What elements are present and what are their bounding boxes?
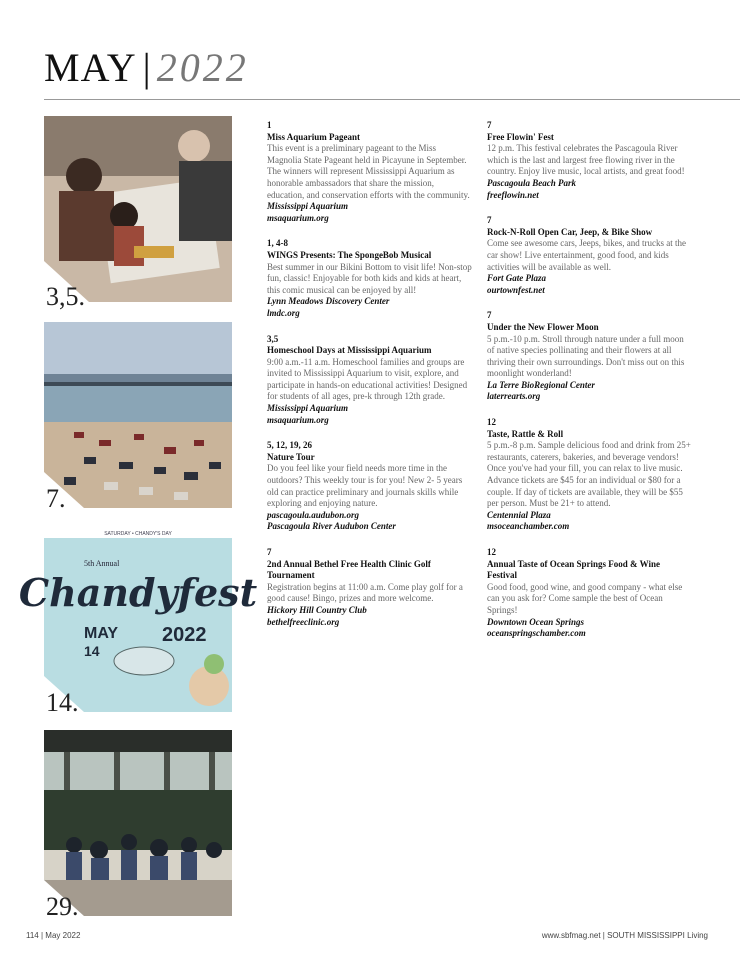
year-title: 2022: [156, 45, 249, 90]
event-title: Homeschool Days at Mississippi Aquarium: [267, 345, 432, 356]
event-title: 2nd Annual Bethel Free Health Clinic Golf Tournament: [267, 558, 431, 581]
event-item: [267, 440, 472, 533]
event-date: 5, 12, 19, 26: [267, 440, 312, 451]
event-location: Mississippi Aquarium: [267, 201, 348, 212]
event-url[interactable]: laterrearts.org: [487, 391, 541, 402]
event-location: Pascagoula Beach Park: [487, 177, 576, 188]
event-url[interactable]: msoceanchamber.com: [487, 521, 570, 532]
photo-car-show-beach: [44, 322, 232, 508]
event-date: 1, 4-8: [267, 238, 288, 249]
event-location: Fort Gate Plaza: [487, 273, 547, 284]
event-title: Annual Taste of Ocean Springs Food & Wine Festival: [487, 558, 660, 581]
event-item: [267, 120, 472, 224]
event-location: Hickory Hill Country Club: [267, 604, 367, 615]
event-location: La Terre BioRegional Center: [487, 379, 595, 390]
event-description: Best summer in our Bikini Bottom to visit life! Non-stop fun, classic! Enjoyable for both kids and kids at heart, this comic musical can be enjoyed by all!: [267, 261, 472, 295]
photo-outdoor-venue: [44, 730, 232, 916]
header-rule: [44, 99, 740, 100]
footer-publication: www.sbfmag.net | SOUTH MISSISSIPPI Living: [541, 931, 708, 940]
month-title: MAY: [44, 45, 137, 90]
event-url[interactable]: msaquarium.org: [267, 212, 329, 223]
event-url[interactable]: pascagoula.audubon.org: [267, 509, 360, 520]
poster-day: 14: [84, 643, 100, 659]
event-description: Good food, good wine, and good company - what else can you ask for? Come sample the best of Ocean Springs!: [487, 581, 683, 615]
event-item: [487, 547, 692, 640]
event-description: Registration begins at 11:00 a.m. Come play golf for a good cause! Bingo, prizes and more welcome.: [267, 581, 463, 604]
event-title: Free Flowin' Fest: [487, 131, 554, 142]
photo-chandyfest-poster: [18, 526, 258, 712]
event-location: Centennial Plaza: [487, 509, 551, 520]
poster-small-text: 5th Annual: [84, 559, 120, 568]
photo-label: 7.: [46, 484, 66, 513]
event-item: [267, 547, 472, 628]
photo-label: 29.: [46, 892, 79, 921]
poster-year: 2022: [162, 624, 207, 646]
event-item: [487, 417, 692, 533]
event-description: 9:00 a.m.-11 a.m. Homeschool families and groups are invited to Mississippi Aquarium to visit, explore, and participate in hands-on educational activities! Designed for students of all ages, pre-k through 12th grade.: [267, 356, 468, 402]
footer-page-info: 114 | May 2022: [26, 931, 81, 940]
event-title: Miss Aquarium Pageant: [267, 131, 361, 142]
event-location: Lynn Meadows Discovery Center: [267, 296, 390, 307]
event-description: Do you feel like your field needs more time in the outdoors? This weekly tour is for you! New 2- 5 years old can practice preliminary and journals skills while exploring and enjoying nature.: [267, 463, 463, 509]
event-title: Rock-N-Roll Open Car, Jeep, & Bike Show: [487, 226, 653, 237]
event-date: 12: [487, 547, 496, 557]
event-title: WINGS Presents: The SpongeBob Musical: [267, 249, 432, 260]
event-date: 7: [487, 215, 492, 226]
photo-aquarium-kids: [44, 116, 232, 302]
event-item: [267, 238, 472, 319]
event-item: [487, 310, 692, 403]
event-location: Downtown Ocean Springs: [487, 616, 585, 627]
event-date: 7: [487, 120, 492, 130]
event-title: Nature Tour: [267, 451, 315, 462]
event-url[interactable]: lmdc.org: [267, 307, 300, 318]
poster-month: MAY: [84, 625, 119, 642]
event-item: [487, 215, 692, 296]
event-description: This event is a preliminary pageant to the Miss Magnolia State Pageant held in Picayune in September. The winners will represent Mississippi Aquarium as honorable ambassadors that share the mission, education, and conservation efforts with the community.: [267, 143, 470, 200]
poster-title: Chandyfest: [18, 570, 258, 615]
events-column-right: [487, 120, 692, 654]
event-url[interactable]: bethelfreeclinic.org: [267, 616, 340, 627]
event-description: Come see awesome cars, Jeeps, bikes, and trucks at the car show! Live entertainment, good food, and kids activities will be available as well.: [487, 238, 686, 272]
poster-top-line: SATURDAY • CHANDY'S DAY: [104, 531, 172, 537]
photo-label: 3,5.: [46, 282, 85, 311]
event-item: [267, 334, 472, 427]
event-date: 7: [267, 547, 272, 557]
event-url[interactable]: oceanspringschamber.com: [487, 628, 586, 639]
event-date: 12: [487, 417, 496, 428]
event-description: 5 p.m.-8 p.m. Sample delicious food and drink from 25+ restaurants, caterers, bakeries, and beverage vendors! Once you've had your fill, you can relax to live music. Advance tickets are $45 for an individual or $80 for a couple. If day of tickets are available, they will be $55 per person. Must be 21+ to attend.: [487, 440, 691, 509]
event-title: Taste, Rattle & Roll: [487, 428, 564, 439]
event-title: Under the New Flower Moon: [487, 321, 599, 332]
event-url[interactable]: ourtownfest.net: [487, 284, 545, 295]
event-url[interactable]: msaquarium.org: [267, 414, 329, 425]
event-description: 5 p.m.-10 p.m. Stroll through nature under a full moon of native species pollinating and their flowers at all thriving their own surroundings. Don't miss out on this moonlight wonderland!: [487, 333, 685, 379]
event-date: 1: [267, 120, 272, 130]
event-date: 3,5: [267, 333, 279, 344]
page-header: [44, 44, 249, 91]
photo-label: 14.: [46, 688, 79, 717]
title-separator: |: [142, 45, 151, 90]
event-url[interactable]: freeflowin.net: [487, 189, 539, 200]
event-date: 7: [487, 310, 492, 321]
event-location: Mississippi Aquarium: [267, 403, 348, 414]
event-item: [487, 120, 692, 201]
event-location: Pascagoula River Audubon Center: [267, 521, 396, 532]
events-column-left: [267, 120, 472, 642]
event-description: 12 p.m. This festival celebrates the Pascagoula River which is the last and largest free flowing river in the country. Enjoy live music, local artists, and great food!: [487, 143, 685, 177]
